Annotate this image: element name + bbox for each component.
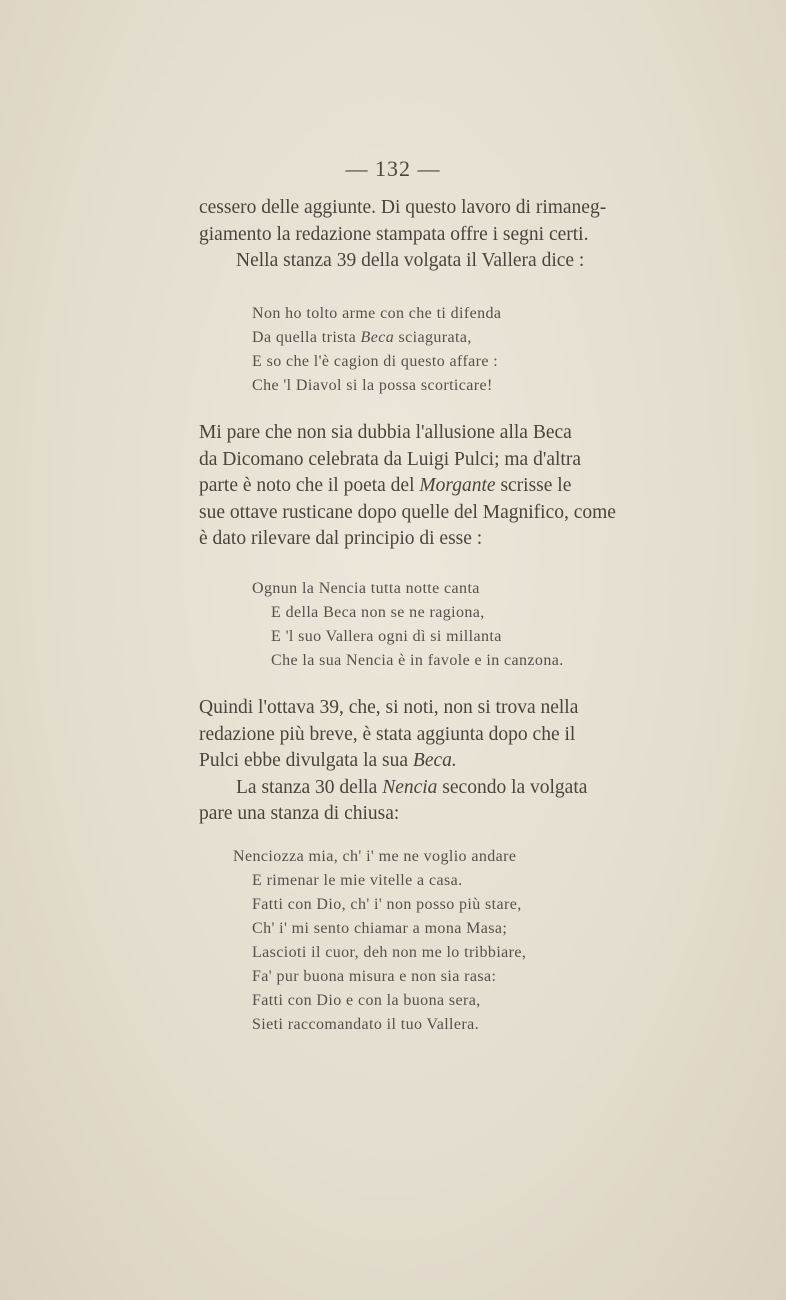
page-number: — 132 — — [345, 156, 441, 181]
paragraph-intro — [199, 195, 681, 275]
text-line: La stanza 30 della Nencia secondo la volgata — [236, 776, 588, 798]
verse-nencia-opening — [252, 577, 672, 673]
verse-line: E della Beca non se ne ragiona, — [271, 604, 485, 621]
verse-line: Ch' i' mi sento chiamar a mona Masa; — [252, 920, 508, 937]
verse-line: Fatti con Dio e con la buona sera, — [252, 992, 481, 1009]
text-line: cessero delle aggiunte. Di questo lavoro di rimaneg- — [199, 197, 607, 218]
text-line: giamento la redazione stampata offre i segni certi. — [199, 223, 589, 245]
verse-line: Che 'l Diavol si la possa scorticare! — [252, 377, 493, 394]
text-line: da Dicomano celebrata da Luigi Pulci; ma d'altra — [199, 448, 581, 470]
verse-line: Non ho tolto arme con che ti difenda — [252, 305, 502, 322]
verse-stanza-30 — [233, 845, 653, 1037]
verse-line: Fa' pur buona misura e non sia rasa: — [252, 968, 497, 985]
verse-line: E rimenar le mie vitelle a casa. — [252, 872, 463, 889]
verse-line: Sieti raccomandato il tuo Vallera. — [252, 1016, 480, 1033]
verse-line: Lascioti il cuor, deh non me lo tribbiare, — [252, 944, 527, 961]
text-line: Quindi l'ottava 39, che, si noti, non si trova nella — [199, 697, 579, 718]
verse-line: E so che l'è cagion di questo affare : — [252, 353, 499, 370]
verse-line: Da quella trista Beca sciagurata, — [252, 329, 472, 346]
text-line: Nella stanza 39 della volgata il Vallera dice : — [236, 250, 585, 271]
text-line: pare una stanza di chiusa: — [199, 803, 400, 824]
verse-line: E 'l suo Vallera ogni dì si millanta — [271, 628, 502, 645]
text-line: parte è noto che il poeta del Morgante scrisse le — [199, 475, 572, 496]
verse-stanza-39 — [252, 302, 672, 398]
text-line: redazione più breve, è stata aggiunta dopo che il — [199, 723, 576, 745]
italic-title: Nencia — [382, 776, 438, 798]
verse-line: Ognun la Nencia tutta notte canta — [252, 580, 480, 597]
verse-line: Che la sua Nencia è in favole e in canzona. — [271, 652, 564, 669]
text-line: è dato rilevare dal principio di esse : — [199, 528, 483, 549]
text-line: Pulci ebbe divulgata la sua Beca. — [199, 750, 457, 771]
italic-title: Morgante — [419, 475, 496, 496]
italic-name: Beca. — [412, 750, 457, 771]
verse-line: Nenciozza mia, ch' i' me ne voglio andare — [233, 848, 517, 865]
text-line: Mi pare che non sia dubbia l'allusione alla Beca — [199, 422, 572, 443]
verse-line: Fatti con Dio, ch' i' non posso più stare, — [252, 896, 522, 913]
paragraph-allusion — [199, 420, 681, 553]
paragraph-conclusion — [199, 695, 681, 828]
text-line: sue ottave rusticane dopo quelle del Magnifico, come — [199, 501, 616, 523]
italic-name: Beca — [360, 329, 395, 346]
